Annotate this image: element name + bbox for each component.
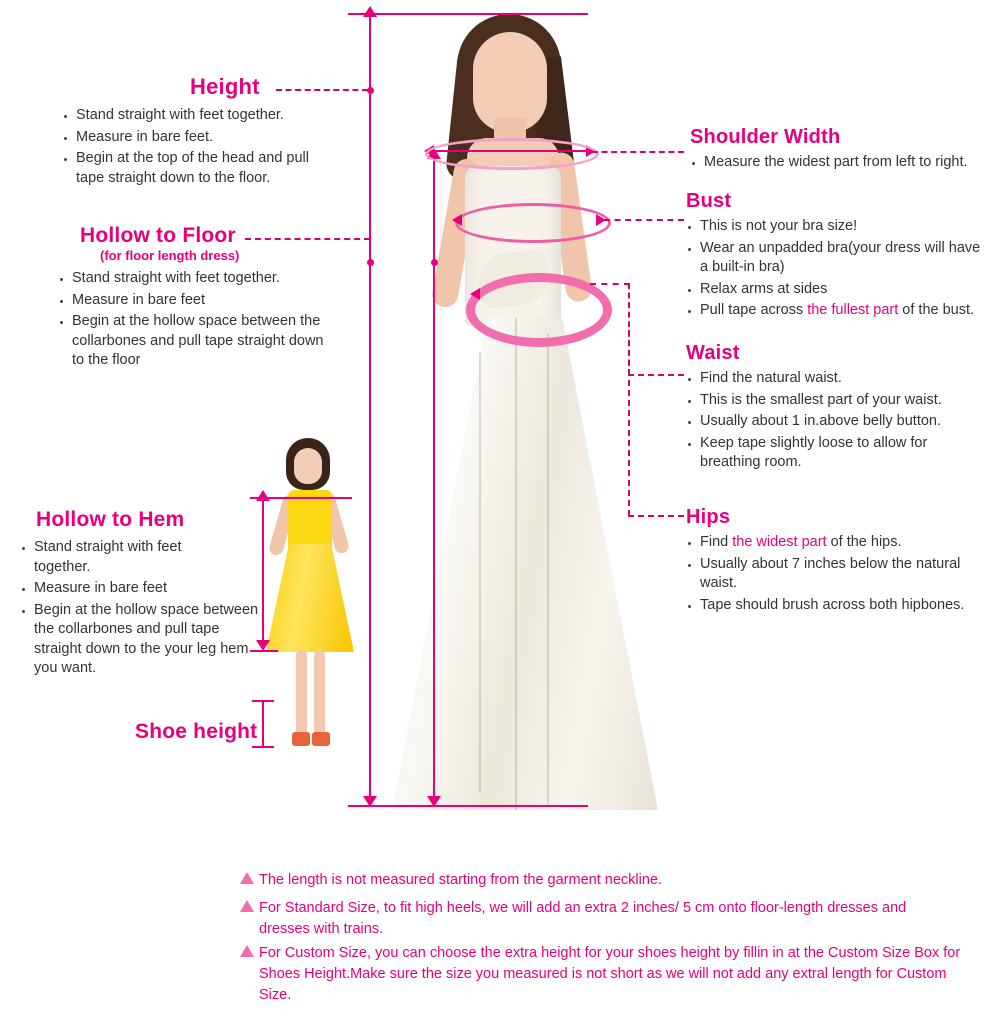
list-item: This is the smallest part of your waist.: [686, 391, 998, 411]
list-item: Begin at the top of the head and pull tape straight down to the floor.: [62, 149, 326, 188]
waist-connector-top: [590, 283, 630, 285]
shoe-height-line: [262, 700, 264, 748]
list-item: Stand straight with feet together.: [62, 106, 362, 126]
waist-connector-bottom: [628, 374, 684, 376]
hollow-to-hem-bullets: [20, 538, 260, 679]
list-item-bust-fullest: [686, 301, 998, 321]
list-item: Tape should brush across both hipbones.: [686, 596, 998, 616]
hips-connector-vertical: [628, 330, 630, 516]
face-shape: [473, 32, 547, 132]
list-item: Wear an unpadded bra(your dress will have a built-in bra): [686, 239, 990, 278]
waist-arrow-left: [470, 288, 480, 300]
hollow-to-hem-title: Hollow to Hem: [36, 508, 185, 531]
hollow-anchor-dot: [367, 259, 374, 266]
hollow-to-hem-section: [10, 508, 260, 681]
waist-title: Waist: [686, 342, 740, 364]
waist-section: [686, 342, 998, 475]
list-item: Usually about 7 inches below the natural waist.: [686, 555, 992, 594]
short-model-leg: [296, 650, 307, 742]
list-item: Begin at the hollow space between the collarbones and pull tape straight down to the your leg hem you want.: [20, 601, 266, 679]
warning-triangle-icon: [240, 872, 254, 884]
hollow-to-hem-top-tick: [250, 497, 352, 499]
warning-triangle-icon: [240, 900, 254, 912]
list-item-hips-widest: [686, 533, 998, 553]
hollow-to-floor-section: [42, 224, 352, 373]
dress-skirt-shape: [392, 318, 658, 810]
hips-title: Hips: [686, 506, 731, 528]
hips-widest-highlight: the widest part: [732, 534, 827, 550]
list-item: Measure the widest part from left to right.: [690, 153, 1000, 173]
footer-note-3: For Custom Size, you can choose the extra height for your shoes height by fillin in at the Custom Size Box for Shoes Height.Make sure the size you measured is not short as we will not add any extral length for Custom Size.: [259, 945, 961, 1004]
height-anchor-dot: [367, 87, 374, 94]
hips-bullets: [686, 533, 998, 615]
list-item: Stand straight with feet together.: [58, 269, 352, 289]
bust-title: Bust: [686, 190, 732, 212]
height-title: Height: [190, 74, 260, 99]
hips-section: [686, 506, 998, 617]
short-model-illustration: [262, 432, 358, 750]
shoulder-width-section: [690, 126, 1000, 175]
bust-section: [686, 190, 998, 323]
height-top-tick: [348, 13, 588, 15]
footer-note-1: The length is not measured starting from the garment neckline.: [259, 872, 662, 888]
waist-bullets: [686, 369, 998, 473]
short-dress-bodice: [288, 490, 332, 552]
hips-widest-post: of the hips.: [826, 534, 902, 550]
height-section: [62, 74, 362, 190]
height-bullets: [62, 106, 362, 188]
skirt-fold-line: [479, 352, 481, 792]
hips-widest-pre: Find: [700, 534, 733, 550]
list-item: Measure in bare feet: [20, 579, 260, 599]
shoulder-width-band: [425, 138, 599, 170]
hollow-to-floor-dot: [431, 259, 438, 266]
short-model-shoe: [292, 732, 310, 746]
hollow-to-floor-line: [433, 156, 435, 806]
hips-connector: [628, 515, 684, 517]
height-measure-line: [369, 14, 371, 806]
height-arrow-top: [363, 6, 377, 17]
shoulder-width-bullets: [690, 153, 1000, 173]
shoulder-width-connector: [592, 151, 684, 153]
skirt-fold-line: [515, 318, 517, 810]
hollow-to-hem-arrow-top: [256, 490, 270, 501]
footer-note-2: For Standard Size, to fit high heels, we will add an extra 2 inches/ 5 cm onto floor-length dresses and dresses with trains.: [259, 900, 907, 938]
bust-fullest-post: of the bust.: [898, 302, 975, 319]
list-item: Measure in bare feet.: [62, 128, 362, 148]
list-item: Relax arms at sides: [686, 280, 998, 300]
bust-fullest-pre: Pull tape across: [700, 302, 808, 319]
hollow-to-floor-subtitle: (for floor length dress): [100, 248, 240, 263]
list-item: Measure in bare feet: [58, 291, 352, 311]
shoe-height-top-tick: [252, 700, 274, 702]
short-model-leg: [314, 650, 325, 742]
hollow-to-floor-title: Hollow to Floor: [80, 224, 236, 247]
list-item: This is not your bra size!: [686, 217, 998, 237]
short-model-face: [294, 448, 322, 484]
bust-bullets: [686, 217, 998, 321]
bust-connector: [604, 219, 684, 221]
list-item: Stand straight with feet together.: [20, 538, 220, 577]
warning-triangle-icon: [240, 945, 254, 957]
height-bottom-tick: [348, 805, 588, 807]
shoulder-width-title: Shoulder Width: [690, 126, 841, 148]
short-model-shoe: [312, 732, 330, 746]
bust-fullest-highlight: the fullest part: [807, 302, 899, 319]
list-item: Begin at the hollow space between the collarbones and pull tape straight down to the floor: [58, 312, 330, 371]
bust-band: [455, 203, 611, 243]
shoe-height-title: Shoe height: [135, 720, 258, 743]
list-item: Keep tape slightly loose to allow for breathing room.: [686, 434, 976, 473]
shoe-height-bottom-tick: [252, 746, 274, 748]
short-dress-skirt: [266, 544, 354, 652]
list-item: Find the natural waist.: [686, 369, 998, 389]
hollow-to-floor-arrow-bottom: [427, 796, 441, 807]
list-item: Usually about 1 in.above belly button.: [686, 412, 998, 432]
hollow-to-floor-bullets: [58, 269, 352, 371]
skirt-fold-line: [547, 334, 549, 804]
bust-arrow-left: [452, 214, 462, 226]
